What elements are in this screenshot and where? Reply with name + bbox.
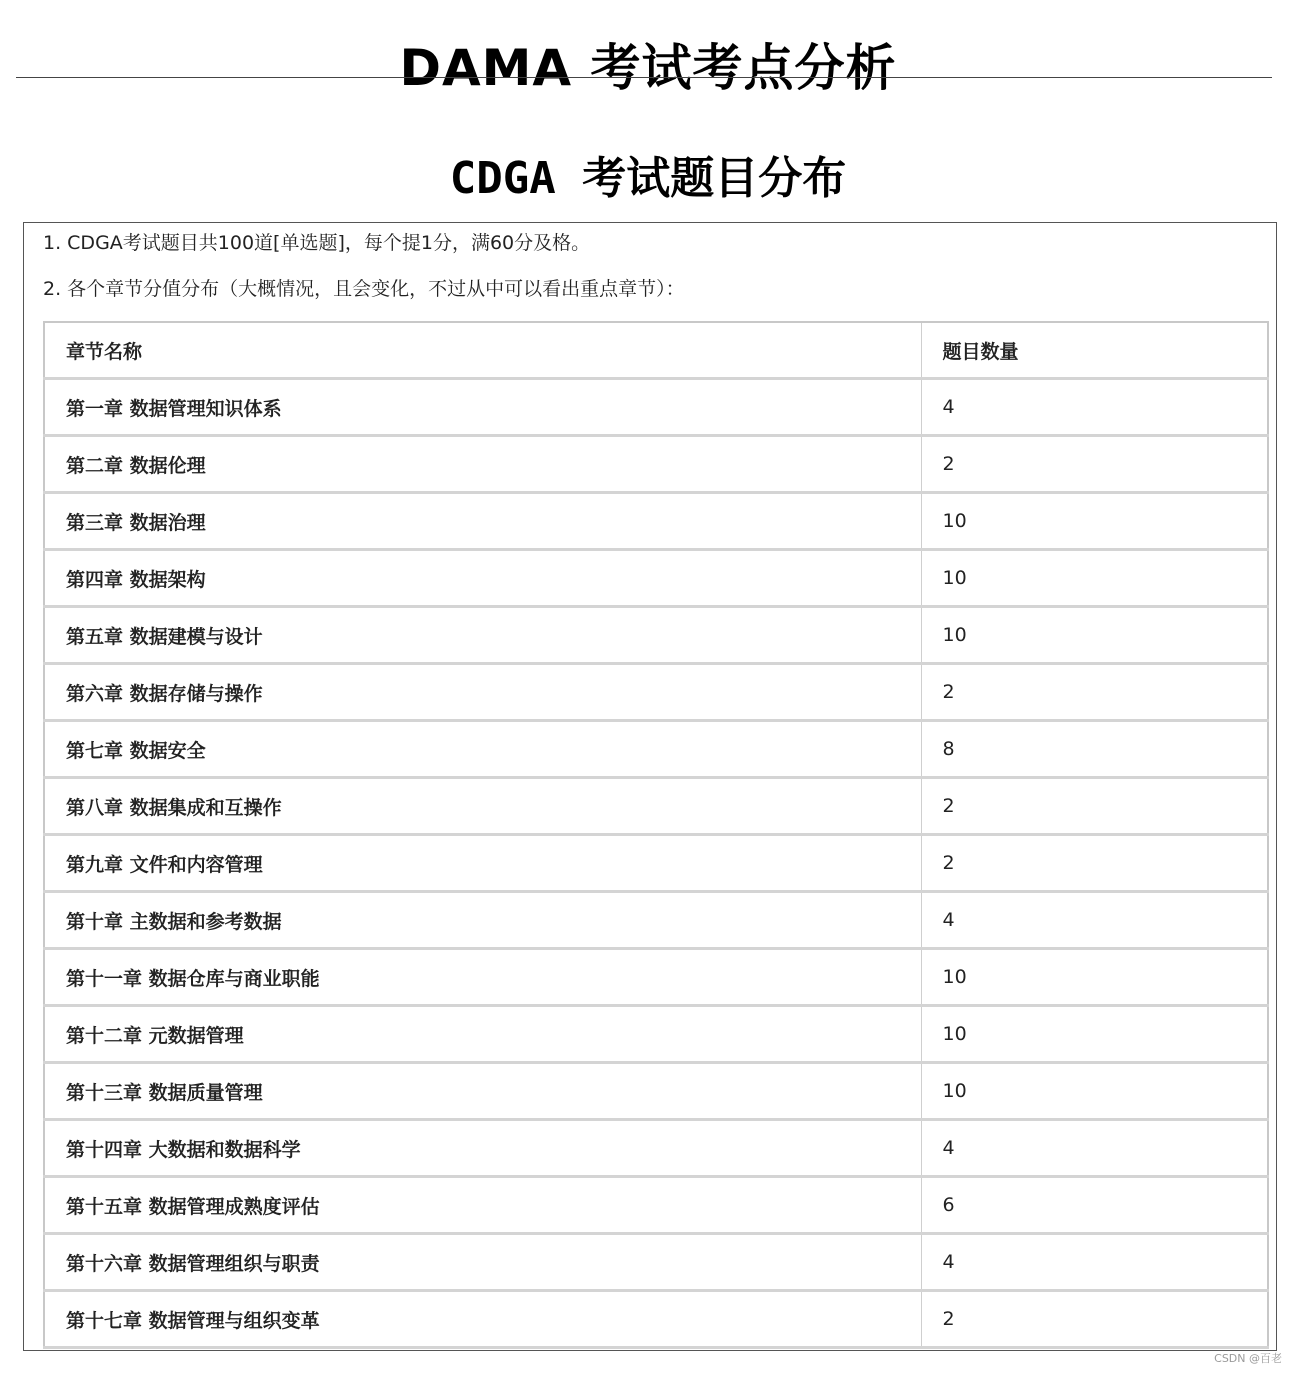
table-row <box>44 892 1268 949</box>
question-count: 4 <box>921 1234 1268 1291</box>
chapter-name: 第五章 数据建模与设计 <box>44 607 921 664</box>
chapter-name: 第十二章 元数据管理 <box>44 1006 921 1063</box>
note-total-questions: 1. CDGA考试题目共100道[单选题]，每个提1分，满60分及格。 <box>43 232 591 254</box>
question-count: 2 <box>921 835 1268 892</box>
question-count: 4 <box>921 1120 1268 1177</box>
chapter-name: 第三章 数据治理 <box>44 493 921 550</box>
table-row <box>44 1120 1268 1177</box>
question-count: 2 <box>921 778 1268 835</box>
question-count: 10 <box>921 1006 1268 1063</box>
table-row <box>44 664 1268 721</box>
chapter-name: 第九章 文件和内容管理 <box>44 835 921 892</box>
question-count: 2 <box>921 664 1268 721</box>
question-count: 10 <box>921 949 1268 1006</box>
table-row <box>44 436 1268 493</box>
chapter-name: 第六章 数据存储与操作 <box>44 664 921 721</box>
table-row <box>44 607 1268 664</box>
table-header-row <box>44 322 1268 379</box>
table-row <box>44 1006 1268 1063</box>
question-count: 10 <box>921 607 1268 664</box>
column-header-count: 题目数量 <box>921 322 1268 379</box>
table-row <box>44 949 1268 1006</box>
table-row <box>44 1291 1268 1348</box>
question-count: 10 <box>921 493 1268 550</box>
column-header-chapter: 章节名称 <box>44 322 921 379</box>
note-chapter-distribution: 2. 各个章节分值分布（大概情况，且会变化，不过从中可以看出重点章节）： <box>43 278 685 300</box>
chapter-name: 第十六章 数据管理组织与职责 <box>44 1234 921 1291</box>
question-count: 10 <box>921 550 1268 607</box>
chapter-name: 第二章 数据伦理 <box>44 436 921 493</box>
distribution-panel <box>23 222 1277 1351</box>
csdn-watermark: CSDN @百老 <box>1214 1352 1282 1365</box>
section-subtitle: CDGA 考试题目分布 <box>449 152 847 204</box>
table-row <box>44 1063 1268 1120</box>
table-row <box>44 721 1268 778</box>
question-count: 2 <box>921 436 1268 493</box>
table-row <box>44 835 1268 892</box>
chapter-name: 第八章 数据集成和互操作 <box>44 778 921 835</box>
question-count: 2 <box>921 1291 1268 1348</box>
question-count: 4 <box>921 892 1268 949</box>
page-title: DAMA 考试考点分析 <box>399 38 897 97</box>
table-row <box>44 778 1268 835</box>
table-row <box>44 1234 1268 1291</box>
table-row <box>44 550 1268 607</box>
chapter-name: 第一章 数据管理知识体系 <box>44 379 921 436</box>
chapter-name: 第十章 主数据和参考数据 <box>44 892 921 949</box>
question-count: 8 <box>921 721 1268 778</box>
table-row <box>44 1177 1268 1234</box>
chapter-name: 第七章 数据安全 <box>44 721 921 778</box>
chapter-distribution-table <box>43 321 1269 1349</box>
chapter-name: 第四章 数据架构 <box>44 550 921 607</box>
question-count: 6 <box>921 1177 1268 1234</box>
chapter-name: 第十七章 数据管理与组织变革 <box>44 1291 921 1348</box>
chapter-name: 第十五章 数据管理成熟度评估 <box>44 1177 921 1234</box>
chapter-name: 第十三章 数据质量管理 <box>44 1063 921 1120</box>
table-row <box>44 493 1268 550</box>
table-row <box>44 379 1268 436</box>
chapter-name: 第十一章 数据仓库与商业职能 <box>44 949 921 1006</box>
title-divider <box>16 77 1272 78</box>
question-count: 10 <box>921 1063 1268 1120</box>
question-count: 4 <box>921 379 1268 436</box>
chapter-name: 第十四章 大数据和数据科学 <box>44 1120 921 1177</box>
